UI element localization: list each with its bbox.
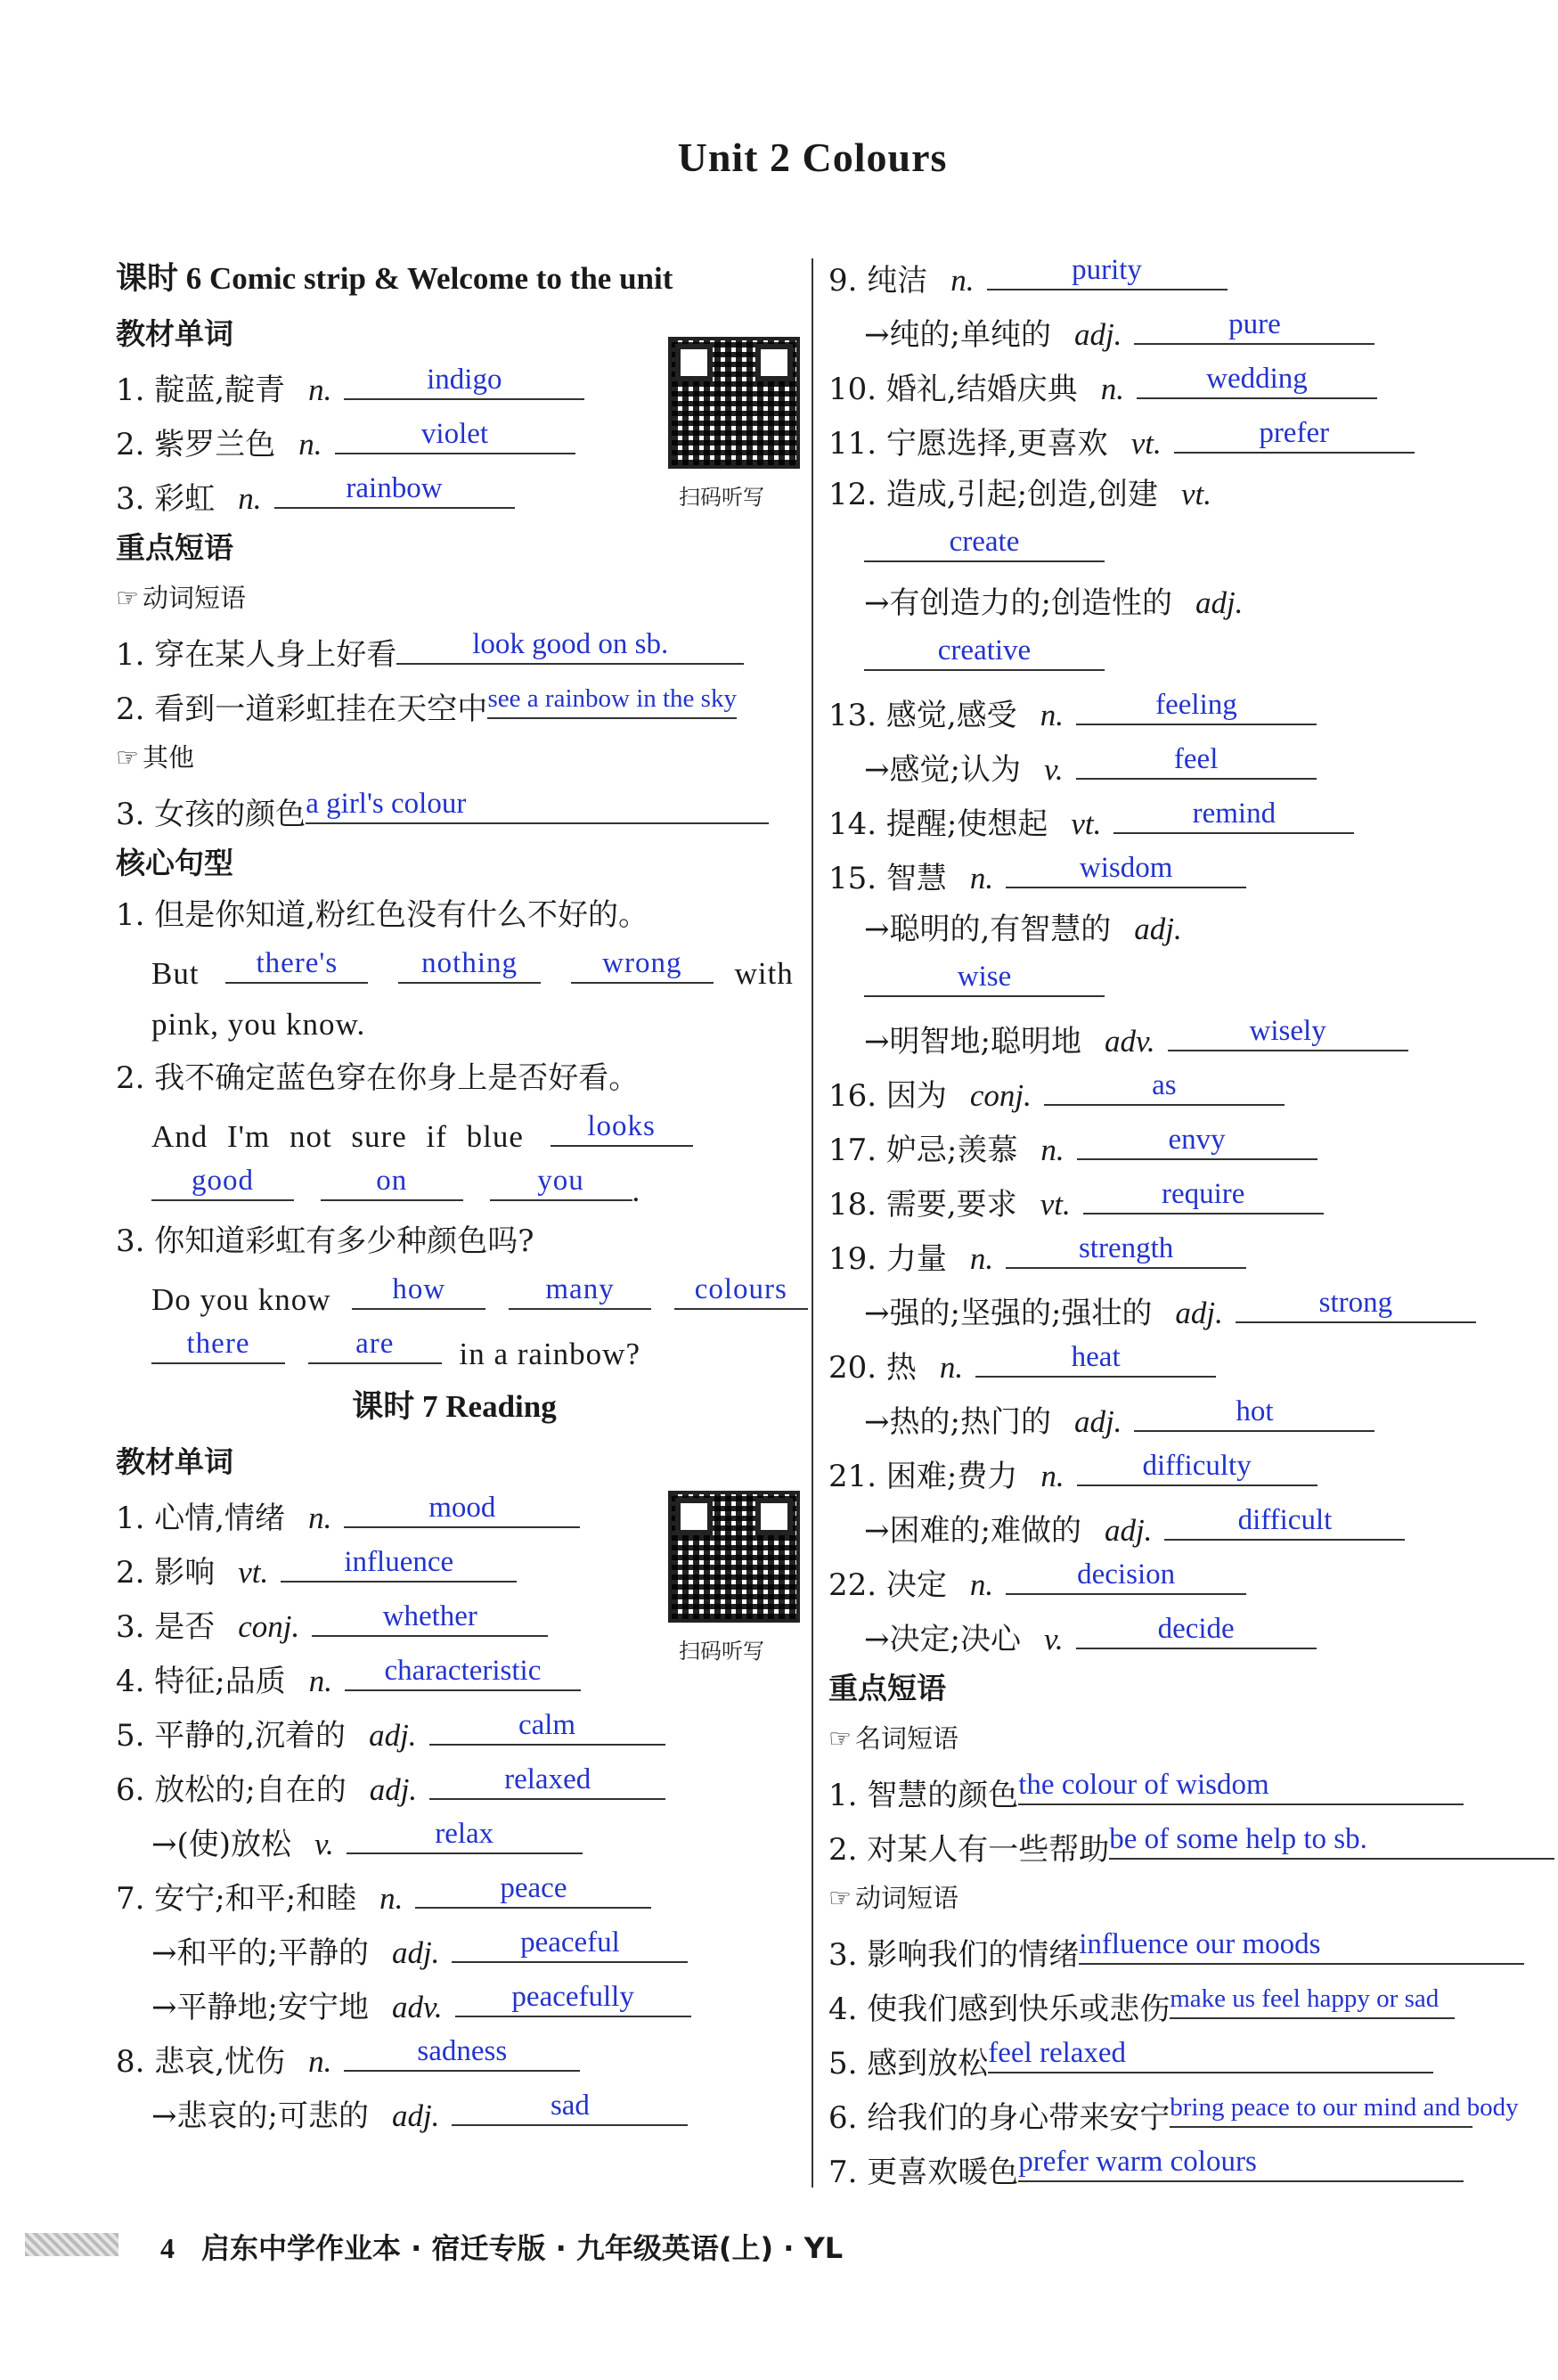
answer-text: create [949,526,1020,558]
answer-blank[interactable]: how [352,1269,485,1310]
answer-text: heat [1071,1341,1121,1373]
part-of-speech: adj. [1195,585,1244,620]
verb-phrases-subheading: ☞ 动词短语 [116,583,247,613]
word-prompt: 2. 影响 [116,1555,216,1591]
answer-blank[interactable] [1168,1010,1408,1051]
phrase-row [828,2141,1514,2196]
word-prompt: 15. 智慧 [828,861,947,896]
part-of-speech: adj. [369,1718,417,1753]
word-row [828,1119,1514,1174]
word-row [116,1759,793,1813]
verb-phrases-subheading: ☞ 动词短语 [828,1883,959,1913]
page-footer [160,2226,843,2267]
answer-text: envy [1168,1124,1226,1156]
qr-label: 扫码听写 [679,1639,764,1664]
answer-blank[interactable] [429,1705,665,1746]
answer-blank[interactable]: colours [674,1269,808,1310]
phrases-heading: 重点短语 [828,1671,946,1705]
part-of-speech: n. [1040,698,1064,732]
answer-blank[interactable] [1170,2087,1519,2128]
answer-text: characteristic [384,1655,542,1687]
answer-text: influence our moods [1079,1928,1321,1960]
footer-decoration [25,2233,118,2256]
phrase-row [828,2032,1514,2087]
answer-text: indigo [427,364,502,396]
answer-text: sad [550,2090,590,2122]
part-of-speech: n. [298,427,322,462]
answer-blank[interactable]: look good on sb. [396,624,744,665]
word-row [828,1608,1514,1663]
part-of-speech: adj. [1073,317,1122,352]
answer-blank[interactable]: wrong [571,943,714,984]
part-of-speech: adj. [391,1935,440,1970]
answer-blank[interactable] [975,1337,1216,1378]
right-word-list [828,249,1514,1663]
part-of-speech: conj. [969,1078,1032,1113]
word-row [116,1976,793,2031]
word-prompt: 3. 是否 [116,1609,216,1645]
answer-blank[interactable]: nothing [398,943,541,984]
part-of-speech: adj. [1104,1513,1153,1548]
sentence-line: And I'm not sure if blue looks [116,1106,793,1160]
word-prompt: 12. 造成,引起;创造,创建 [828,477,1158,512]
right-column [828,249,1519,2196]
word-row [828,249,1514,304]
answer-text: peaceful [520,1926,620,1959]
phrase-row: 3. 女孩的颜色 a girl's colour [116,783,793,838]
answer-text: sadness [417,2035,508,2067]
qr-code-icon[interactable] [668,1491,800,1623]
part-of-speech: n. [1100,372,1124,406]
word-prompt: →平静地;安宁地 [151,1990,369,2025]
phrase-prompt: 1. 智慧的颜色 [828,1778,1019,1813]
word-row [828,902,1514,956]
answer-blank[interactable] [1134,1391,1374,1432]
qr-label: 扫码听写 [679,485,764,510]
word-prompt: 6. 放松的;自在的 [116,1772,347,1808]
word-prompt: →(使)放松 [151,1827,292,1862]
sentence-line: there are in a rainbow? [116,1323,793,1378]
answer-text: bring peace to our mind and body [1170,2093,1519,2122]
answer-text: peace [500,1872,567,1904]
answer-blank[interactable] [1076,739,1317,780]
word-prompt: 5. 平静的,沉着的 [116,1718,347,1754]
answer-text: the colour of wisdom [1018,1769,1269,1801]
part-of-speech: adj. [369,1772,418,1807]
answer-blank[interactable] [344,359,584,400]
part-of-speech: vt. [238,1555,269,1590]
phrase-prompt: 6. 给我们的身心带来安宁 [828,2100,1171,2136]
part-of-speech: n. [969,1567,994,1602]
answer-blank[interactable]: on [321,1160,463,1201]
answer-blank[interactable] [1174,413,1415,454]
answer-text: be of some help to sb. [1109,1823,1367,1855]
word-row-continued [828,630,1514,684]
answer-blank[interactable] [864,630,1105,671]
answer-text: creative [937,634,1032,667]
column-divider [812,258,813,2188]
phrase-row [828,2087,1519,2141]
answer-text: decision [1077,1558,1176,1591]
answer-text: relax [435,1818,494,1850]
answer-blank[interactable]: you [490,1160,632,1201]
words-heading: 教材单词 [116,1444,233,1479]
word-prompt: 10. 婚礼,结婚庆典 [828,372,1078,407]
answer-blank[interactable] [274,468,515,509]
answer-blank[interactable] [1170,1978,1455,2019]
word-prompt: 16. 因为 [828,1078,947,1114]
answer-blank[interactable] [1018,2141,1464,2182]
answer-text: prefer [1259,417,1330,449]
phrase-prompt: 3. 影响我们的情绪 [828,1937,1080,1973]
word-row-continued [828,956,1514,1010]
answer-blank[interactable] [1079,1924,1524,1965]
pointing-hand-icon: ☞ [828,1723,852,1754]
answer-blank[interactable]: a girl's colour [306,783,769,824]
answer-blank[interactable]: looks [551,1106,693,1147]
word-prompt: 22. 决定 [828,1567,947,1603]
words-heading: 教材单词 [116,316,233,351]
word-prompt: 1. 心情,情绪 [116,1501,286,1536]
word-row [828,1554,1514,1608]
answer-blank[interactable] [1077,1445,1317,1486]
part-of-speech: n. [308,2044,332,2079]
part-of-speech: n. [308,1501,332,1535]
word-row [828,739,1514,793]
answer-blank[interactable] [864,956,1105,997]
word-prompt: →困难的;难做的 [864,1513,1081,1549]
footer-text: 启东中学作业本 · 宿迁专版 · 九年级英语(上) · YL [201,2231,844,2265]
word-row-continued [828,521,1514,576]
answer-blank[interactable] [1137,358,1377,399]
word-row [828,793,1514,847]
part-of-speech: n. [1040,1133,1064,1167]
word-prompt: 11. 宁愿选择,更喜欢 [828,426,1108,462]
word-prompt: 17. 妒忌;羡慕 [828,1133,1018,1168]
answer-text: feel [1173,743,1219,775]
part-of-speech: n. [969,1241,994,1276]
phrase-prompt: 5. 感到放松 [828,2046,989,2081]
word-row [828,847,1514,902]
part-of-speech: n. [238,481,262,516]
answer-blank[interactable] [1044,1065,1285,1106]
word-prompt: 20. 热 [828,1350,917,1386]
sentence-line: good on you . [116,1160,793,1215]
word-prompt: 19. 力量 [828,1241,947,1277]
word-row [828,1282,1514,1337]
answer-blank[interactable] [1164,1500,1405,1541]
word-prompt: 2. 紫罗兰色 [116,427,276,462]
answer-text: decide [1157,1613,1235,1645]
word-row [828,1500,1514,1554]
answer-blank[interactable] [988,2032,1433,2073]
part-of-speech: conj. [238,1609,300,1644]
word-prompt: 18. 需要,要求 [828,1187,1017,1223]
word-prompt: →悲哀的;可悲的 [151,2098,369,2134]
pointing-hand-icon: ☞ [828,1883,852,1913]
word-row [828,1010,1514,1065]
word-row [828,1445,1514,1500]
word-prompt: →热的;热门的 [864,1404,1051,1440]
word-row [828,576,1514,630]
phrase-row: 1. 穿在某人身上好看 look good on sb. [116,624,793,678]
part-of-speech: n. [308,1664,332,1698]
word-prompt: →强的;坚强的;强壮的 [864,1296,1153,1331]
answer-blank[interactable] [1236,1282,1476,1323]
answer-text: peacefully [511,1981,634,2013]
answer-blank[interactable] [281,1542,517,1583]
word-row [116,1922,793,1976]
answer-blank[interactable] [1006,1554,1246,1595]
word-row [116,1868,793,1922]
answer-blank[interactable]: many [509,1269,651,1310]
part-of-speech: vt. [1180,477,1211,511]
word-row [828,1228,1514,1282]
answer-blank[interactable] [455,1976,691,2017]
answer-text: wisely [1249,1015,1326,1047]
part-of-speech: n. [969,861,994,896]
answer-blank[interactable] [1109,1819,1554,1860]
word-prompt: 3. 彩虹 [116,481,216,517]
word-prompt: 4. 特征;品质 [116,1664,286,1699]
word-prompt: →感觉;认为 [864,752,1021,788]
answer-blank[interactable] [415,1868,651,1909]
sentences-heading: 核心句型 [116,846,233,880]
word-prompt: 7. 安宁;和平;和睦 [116,1881,357,1917]
word-row [828,1391,1514,1445]
part-of-speech: v. [1043,1622,1064,1656]
sentence-line: But there's nothing wrong with [116,943,793,997]
answer-blank[interactable] [1077,1119,1317,1160]
word-prompt: 9. 纯洁 [828,263,928,299]
phrase-row [828,1819,1514,1873]
part-of-speech: n. [308,372,332,407]
part-of-speech: adj. [1134,912,1182,946]
phrase-row [828,1924,1514,1978]
answer-blank[interactable] [452,2085,688,2126]
part-of-speech: n. [950,263,975,298]
answer-text: strength [1078,1232,1174,1264]
answer-blank[interactable] [1076,1608,1317,1649]
answer-blank[interactable] [344,1487,580,1528]
part-of-speech: adj. [1175,1296,1223,1330]
word-prompt: →纯的;单纯的 [864,317,1051,353]
answer-text: as [1152,1069,1177,1101]
answer-blank[interactable] [347,1813,583,1854]
sentence-line: Do you know how many colours [116,1269,793,1323]
part-of-speech: adv. [391,1990,443,2024]
answer-text: wise [957,961,1012,993]
pointing-hand-icon: ☞ [116,583,139,613]
lesson-6-heading: 课时 6 Comic strip & Welcome to the unit [116,261,673,296]
answer-text: make us feel happy or sad [1170,1984,1440,2013]
part-of-speech: vt. [1040,1187,1071,1222]
lesson-7-heading: 课时 7 Reading [352,1389,557,1424]
answer-blank[interactable]: there [151,1323,285,1364]
answer-text: pure [1228,308,1281,340]
part-of-speech: v. [314,1827,334,1861]
answer-blank[interactable] [345,1650,581,1691]
answer-text: difficulty [1142,1450,1252,1482]
answer-text: wedding [1206,363,1308,395]
answer-blank[interactable] [344,2031,580,2072]
part-of-speech: vt. [1071,806,1102,841]
left-column [116,249,793,2139]
word-row [116,2031,793,2085]
answer-text: strong [1318,1287,1393,1319]
sentence-prompt: 1. 但是你知道,粉红色没有什么不好的。 [116,897,649,933]
answer-blank[interactable]: there's [225,943,368,984]
answer-text: calm [518,1709,576,1741]
word-prompt: →和平的;平静的 [151,1935,369,1971]
part-of-speech: adj. [391,2098,440,2133]
page-number: 4 [160,2232,175,2264]
phrase-prompt: 7. 更喜欢暖色 [828,2155,1019,2190]
answer-text: require [1161,1178,1245,1210]
answer-text: feel relaxed [988,2037,1127,2069]
phrase-row [828,1978,1514,2032]
answer-text: rainbow [346,472,443,504]
phrase-prompt: 4. 使我们感到快乐或悲伤 [828,1992,1171,2027]
answer-text: mood [428,1492,496,1524]
part-of-speech: adv. [1104,1024,1155,1059]
word-row [828,1174,1514,1228]
word-prompt: →决定;决心 [864,1622,1021,1657]
answer-blank[interactable] [452,1922,688,1963]
word-row [828,1337,1514,1391]
sentence-prompt: 3. 你知道彩虹有多少种颜色吗? [116,1223,534,1259]
word-row [828,467,1514,521]
sentence-prompt: 2. 我不确定蓝色穿在你身上是否好看。 [116,1060,640,1096]
answer-blank[interactable] [429,1759,665,1800]
word-row [828,684,1514,739]
answer-text: difficult [1237,1504,1333,1536]
word-row [116,2085,793,2139]
phrase-row [828,1764,1514,1819]
answer-blank[interactable] [1113,793,1354,834]
word-prompt: →聪明的,有智慧的 [864,912,1112,947]
answer-text: feeling [1155,689,1237,721]
word-prompt: 8. 悲哀,忧伤 [116,2044,286,2080]
answer-blank[interactable] [1083,1174,1324,1215]
answer-text: remind [1192,797,1277,830]
word-prompt: 14. 提醒;使想起 [828,806,1048,842]
answer-text: purity [1072,254,1142,286]
answer-blank[interactable]: see a rainbow in the sky [487,678,737,719]
answer-text: violet [420,418,489,450]
answer-blank[interactable] [312,1596,548,1637]
part-of-speech: v. [1043,752,1064,787]
answer-blank[interactable]: good [151,1160,294,1201]
phrase-row: 2. 看到一道彩虹挂在天空中 see a rainbow in the sky [116,678,793,732]
word-prompt: 21. 困难;费力 [828,1459,1018,1494]
answer-text: wisdom [1079,852,1173,884]
word-prompt: →有创造力的;创造性的 [864,585,1172,621]
sentence-line: pink, you know. [151,1007,366,1042]
word-prompt: →明智地;聪明地 [864,1024,1081,1059]
part-of-speech: n. [379,1881,404,1916]
answer-blank[interactable] [1134,304,1374,345]
word-row [828,413,1514,467]
word-row [828,358,1514,413]
noun-phrases-subheading: ☞ 名词短语 [828,1723,959,1754]
answer-text: whether [382,1600,477,1632]
word-row [828,1065,1514,1119]
word-row [828,304,1514,358]
page-title: Unit 2 Colours [677,135,948,180]
phrases-heading: 重点短语 [116,530,233,565]
answer-text: influence [344,1546,454,1578]
answer-blank[interactable] [1006,1228,1246,1269]
word-row [116,1705,793,1759]
answer-text: prefer warm colours [1018,2146,1257,2178]
answer-blank[interactable] [1018,1764,1464,1805]
pointing-hand-icon: ☞ [116,742,139,773]
answer-blank[interactable] [1006,847,1246,888]
part-of-speech: n. [1040,1459,1064,1493]
others-subheading: ☞ 其他 [116,742,195,773]
answer-blank[interactable] [864,521,1105,562]
answer-blank[interactable] [335,413,575,454]
answer-text: relaxed [504,1763,591,1795]
answer-text: hot [1236,1395,1274,1427]
answer-blank[interactable]: are [308,1323,442,1364]
answer-blank[interactable] [1076,684,1317,725]
qr-code-icon[interactable] [668,337,800,469]
part-of-speech: vt. [1130,426,1162,461]
word-prompt: 1. 靛蓝,靛青 [116,372,286,408]
word-row [116,1813,793,1868]
part-of-speech: n. [939,1350,964,1385]
phrase-prompt: 2. 对某人有一些帮助 [828,1832,1110,1868]
part-of-speech: adj. [1073,1404,1122,1439]
answer-blank[interactable] [987,249,1228,290]
word-prompt: 13. 感觉,感受 [828,698,1017,733]
